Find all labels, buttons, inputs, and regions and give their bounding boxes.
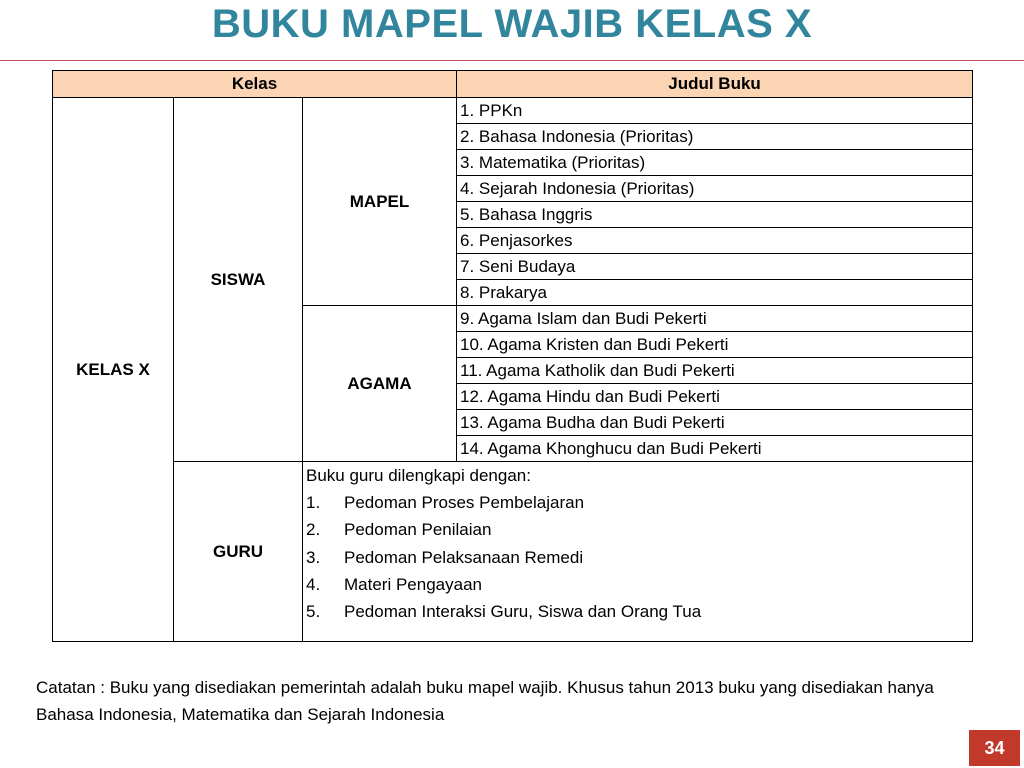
list-item (306, 598, 969, 625)
page-number-badge: 34 (969, 730, 1020, 766)
note-text: Catatan : Buku yang disediakan pemerintah adalah buku mapel wajib. Khusus tahun 2013 buku yang disediakan hanya Bahasa Indonesia, Matematika dan Sejarah Indonesia (36, 678, 934, 724)
list-number: 2. (306, 520, 321, 540)
book-title: 12. Agama Hindu dan Budi Pekerti (457, 384, 973, 410)
list-item (306, 544, 969, 571)
book-title: 10. Agama Kristen dan Budi Pekerti (457, 332, 973, 358)
book-title: 7. Seni Budaya (457, 254, 973, 280)
book-title: 14. Agama Khonghucu dan Budi Pekerti (457, 436, 973, 462)
guru-intro: Buku guru dilengkapi dengan: (306, 466, 531, 485)
siswa-cell: SISWA (174, 98, 303, 462)
guru-cell: GURU (174, 462, 303, 642)
guru-books-cell (303, 462, 973, 642)
book-title: 8. Prakarya (457, 280, 973, 306)
header-kelas: Kelas (53, 71, 457, 98)
book-title: 11. Agama Katholik dan Budi Pekerti (457, 358, 973, 384)
list-number: 3. (306, 547, 321, 567)
table-header-row (53, 71, 973, 98)
mapel-cell: MAPEL (303, 98, 457, 306)
list-item (306, 516, 969, 543)
book-title: 6. Penjasorkes (457, 228, 973, 254)
slide-title: BUKU MAPEL WAJIB KELAS X (211, 2, 813, 46)
title-divider (0, 60, 1024, 61)
list-item (306, 489, 969, 516)
list-text: Pedoman Penilaian (344, 520, 492, 540)
list-text: Pedoman Proses Pembelajaran (344, 493, 585, 513)
book-title: 2. Bahasa Indonesia (Prioritas) (457, 124, 973, 150)
header-judul-buku: Judul Buku (457, 71, 973, 98)
list-text: Pedoman Interaksi Guru, Siswa dan Orang Tua (344, 602, 702, 622)
list-number: 4. (306, 574, 321, 594)
agama-cell: AGAMA (303, 306, 457, 462)
list-text: Materi Pengayaan (344, 574, 482, 594)
kelas-cell: KELAS X (53, 98, 174, 642)
book-title: 13. Agama Budha dan Budi Pekerti (457, 410, 973, 436)
list-number: 5. (306, 602, 321, 622)
book-title: 5. Bahasa Inggris (457, 202, 973, 228)
book-title: 9. Agama Islam dan Budi Pekerti (457, 306, 973, 332)
book-title: 1. PPKn (457, 98, 973, 124)
table-row (53, 98, 973, 124)
table-row (53, 462, 973, 642)
list-item (306, 571, 969, 598)
list-text: Pedoman Pelaksanaan Remedi (344, 547, 584, 567)
list-number: 1. (306, 493, 321, 513)
book-table (52, 70, 973, 642)
book-title: 3. Matematika (Prioritas) (457, 150, 973, 176)
book-title: 4. Sejarah Indonesia (Prioritas) (457, 176, 973, 202)
